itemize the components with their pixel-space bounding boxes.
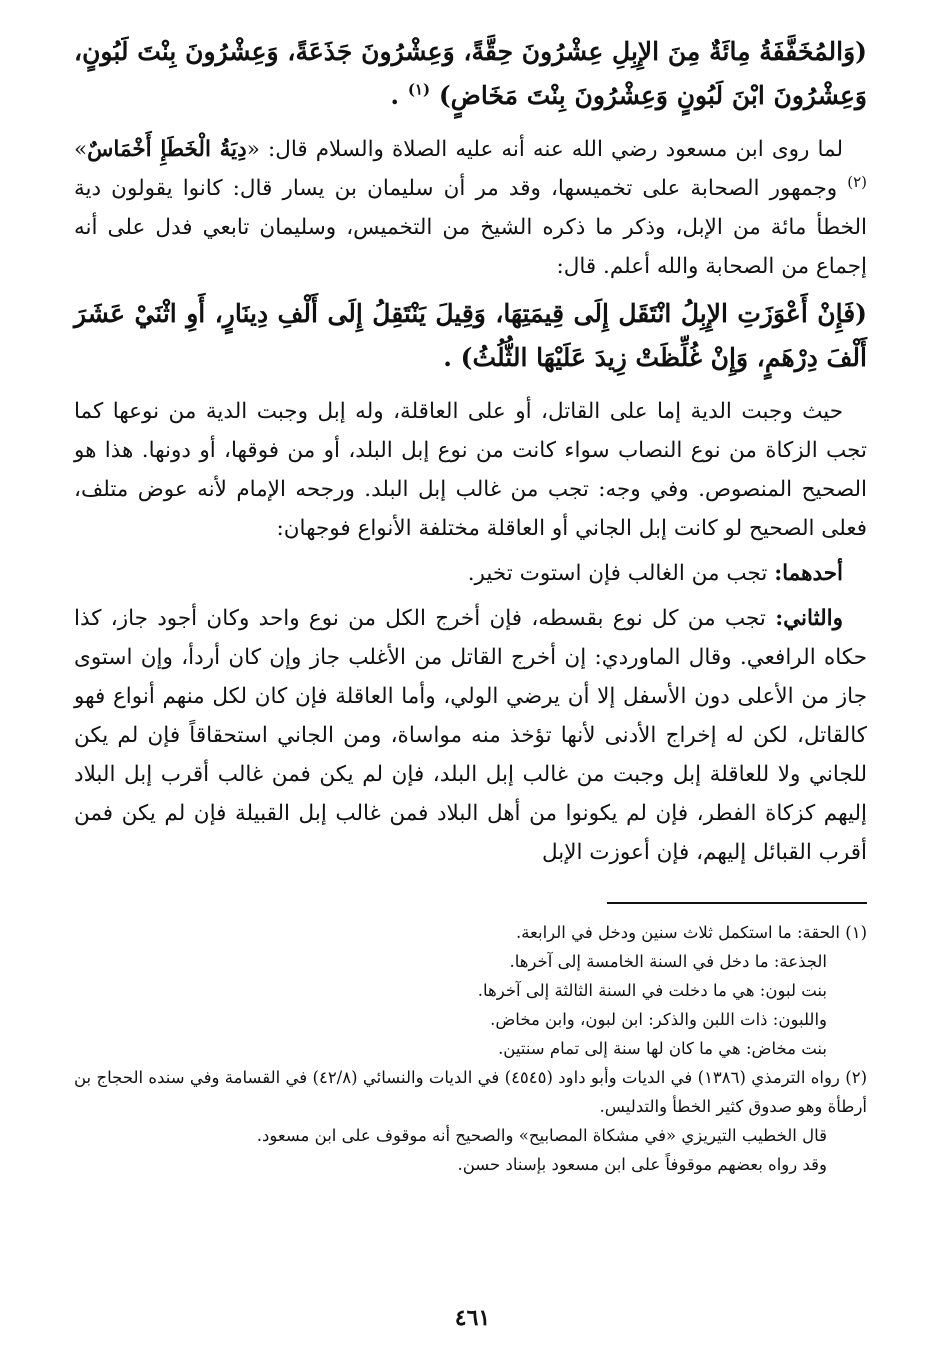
footnote-ref-2: (٢) (847, 172, 867, 191)
footnote-ref-1: (١) (407, 80, 431, 99)
footnote-1-line-2: الجذعة: ما دخل في السنة الخامسة إلى آخرها. (509, 952, 827, 971)
second-view-label: والثاني: (775, 606, 843, 631)
commentary-text-1b: » (74, 137, 88, 162)
matn-end-2: . (443, 343, 452, 372)
footnote-1-line-3: بنت لبون: هي ما دخلت في السنة الثالثة إلى آخرها. (477, 981, 827, 1000)
footnote-1-line-5: بنت مخاض: هي ما كان لها سنة إلى تمام سنتين. (498, 1039, 827, 1058)
footnotes-section (74, 918, 867, 1179)
footnote-2-line-2: قال الخطيب التيريزي «في مشكاة المصابيح» والصحيح أنه موقوف على ابن مسعود. (256, 1126, 827, 1145)
matn-text-1: (وَالمُخَفَّفَةُ مِائَةٌ مِنَ الإِبِلِ عِشْرُونَ حِقَّةً، وَعِشْرُونَ جَذَعَةً، وَعِشْرُونَ بِنْتَ لَبُونٍ، وَعِشْرُونَ ابْنَ لَبُونٍ وَعِشْرُونَ بِنْتَ مَخَاضٍ) (74, 37, 867, 110)
commentary-text-1c: وجمهور الصحابة على تخميسها، وقد مر أن سليمان بن يسار قال: كانوا يقولون دية الخطأ مائة من الإبل، وذكر ما ذكره الشيخ من التخميس، وسليمان تابعي فدل على أنه إجماع من الصحابة والله أعلم. قال: (74, 176, 867, 279)
matn-paragraph-2 (74, 292, 867, 380)
footnote-2-line-3: وقد رواه بعضهم موقوفاً على ابن مسعود بإسناد حسن. (457, 1155, 827, 1174)
footnote-1-line-4: واللبون: ذات اللبن والذكر: ابن لبون، وابن مخاض. (490, 1010, 827, 1029)
footnote-2-line-1: (٢) رواه الترمذي (١٣٨٦) في الديات وأبو داود (٤٥٤٥) في الديات والنسائي (٤٢/٨) في القسامة وفي سنده الحجاج بن أرطأة وهو صدوق كثير الخطأ والتدليس. (74, 1068, 867, 1116)
commentary-text-1a: لما روى ابن مسعود رضي الله عنه أنه عليه الصلاة والسلام قال: « (246, 137, 844, 162)
commentary-paragraph-3 (74, 554, 867, 593)
commentary-paragraph-4 (74, 599, 867, 872)
first-view-label: أحدهما: (774, 561, 843, 586)
footnote-divider (607, 902, 867, 904)
commentary-text-4: تجب من كل نوع بقسطه، فإن أخرج الكل من نوع واحد وكان أجود جاز، كذا حكاه الرافعي. وقال الماوردي: إن أخرج القاتل من الأغلب جاز وإن كان أردأ، وإن استوى جاز من الأعلى دون الأسفل إلا أن يرضي الولي، وأما العاقلة فإن كان لكل منهم أنواع فهو كالقاتل، لكن له إخراج الأدنى لأنها تؤخذ منه مواساة، ومن الجاني استحقاقاً فإن لم يكن للجاني ولا للعاقلة إبل وجبت من غالب إبل البلد، فإن لم يكن فمن غالب أقرب إبل البلاد إليهم كزكاة الفطر، فإن لم يكونوا من أهل البلاد فمن غالب إبل القبيلة فإن لم يكن فمن أقرب القبائل إليهم، فإن أعوزت الإبل (74, 606, 867, 865)
commentary-text-3: تجب من الغالب فإن استوت تخير. (467, 561, 775, 586)
hadith-quote: دِيَةُ الْخَطَإِ أَخْمَاسٌ (87, 137, 247, 162)
matn-end-1: . (390, 81, 400, 110)
commentary-paragraph-1 (74, 130, 867, 286)
matn-text-2: (فَإِنْ أَعْوَزَتِ الإِبِلُ انْتَقَل إِلَى قِيمَتِهَا، وَقِيلَ يَنْتَقِلُ إِلَى أَلْفِ دِينَارٍ، أَوِ اثْنَيْ عَشَرَ أَلْفَ دِرْهَمٍ، وَإِنْ غُلِّظَتْ زِيدَ عَلَيْهَا الثُّلُثُ) (74, 299, 867, 372)
commentary-text-2: حيث وجبت الدية إما على القاتل، أو على العاقلة، وله إبل وجبت الدية من نوعها كما تجب الزكاة من نوع النصاب سواء كانت من نوع إبل البلد، أو من فوقها، أو دونها. هذا هو الصحيح المنصوص. وفي وجه: تجب من غالب إبل البلد. ورجحه الإمام لأنه عوض متلف، فعلى الصحيح لو كانت إبل الجاني أو العاقلة مختلفة الأنواع فوجهان: (74, 399, 867, 541)
footnote-1-line-1: (١) الحقة: ما استكمل ثلاث سنين ودخل في الرابعة. (515, 923, 867, 942)
page-number: ٤٦١ (454, 1305, 491, 1331)
matn-paragraph-1 (74, 30, 867, 118)
commentary-paragraph-2 (74, 392, 867, 548)
